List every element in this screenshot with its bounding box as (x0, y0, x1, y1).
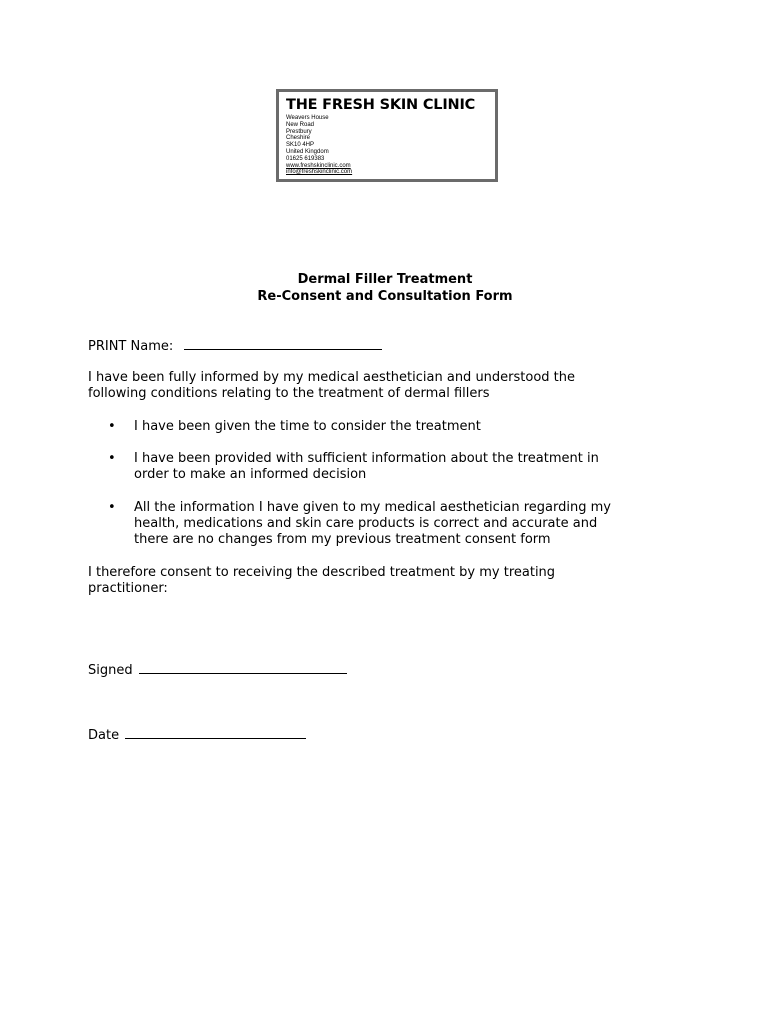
bullet-text: I have been given the time to consider the treatment (134, 419, 481, 434)
signed-row (88, 662, 347, 680)
address-line: Weavers House (286, 115, 329, 121)
bullet-icon: • (108, 419, 116, 434)
bullet-text: order to make an informed decision (134, 467, 367, 482)
bullet-icon: • (108, 500, 116, 515)
print-name-label: PRINT Name: (88, 339, 174, 354)
clinic-name: THE FRESH SKIN CLINIC (286, 97, 476, 113)
date-label: Date (88, 728, 120, 743)
intro-line: I have been fully informed by my medical aesthetician and understood the (88, 370, 576, 385)
bullet-icon: • (108, 451, 116, 466)
clinic-address (286, 115, 352, 176)
consent-line: I therefore consent to receiving the described treatment by my treating (88, 565, 556, 580)
address-line: United Kingdom (286, 148, 329, 155)
bullet-text: health, medications and skin care products is correct and accurate and (134, 516, 598, 531)
clinic-email-link[interactable]: info@freshskinclinic.com (286, 169, 353, 176)
signed-label: Signed (88, 663, 133, 678)
date-row (88, 727, 306, 745)
bullet-text: there are no changes from my previous treatment consent form (134, 532, 551, 547)
print-name-field[interactable] (184, 338, 382, 350)
clinic-logo-box (276, 89, 498, 182)
form-title: Dermal Filler Treatment (297, 272, 473, 287)
bullet-text: I have been provided with sufficient information about the treatment in (134, 451, 599, 466)
consent-line: practitioner: (88, 581, 168, 596)
address-line: Prestbury (286, 128, 312, 135)
clinic-phone: 01625 619383 (286, 155, 325, 162)
print-name-row (88, 338, 382, 356)
form-subtitle: Re-Consent and Consultation Form (257, 289, 513, 304)
clinic-website-link[interactable]: www.freshskinclinic.com (286, 162, 351, 169)
bullet-text: All the information I have given to my medical aesthetician regarding my (134, 500, 611, 515)
address-line: SK10 4HP (286, 142, 315, 149)
intro-line: following conditions relating to the treatment of dermal fillers (88, 386, 490, 401)
signature-field[interactable] (139, 662, 347, 674)
date-field[interactable] (125, 727, 306, 739)
address-line: Cheshire (286, 135, 311, 142)
address-line: New Road (286, 121, 315, 128)
